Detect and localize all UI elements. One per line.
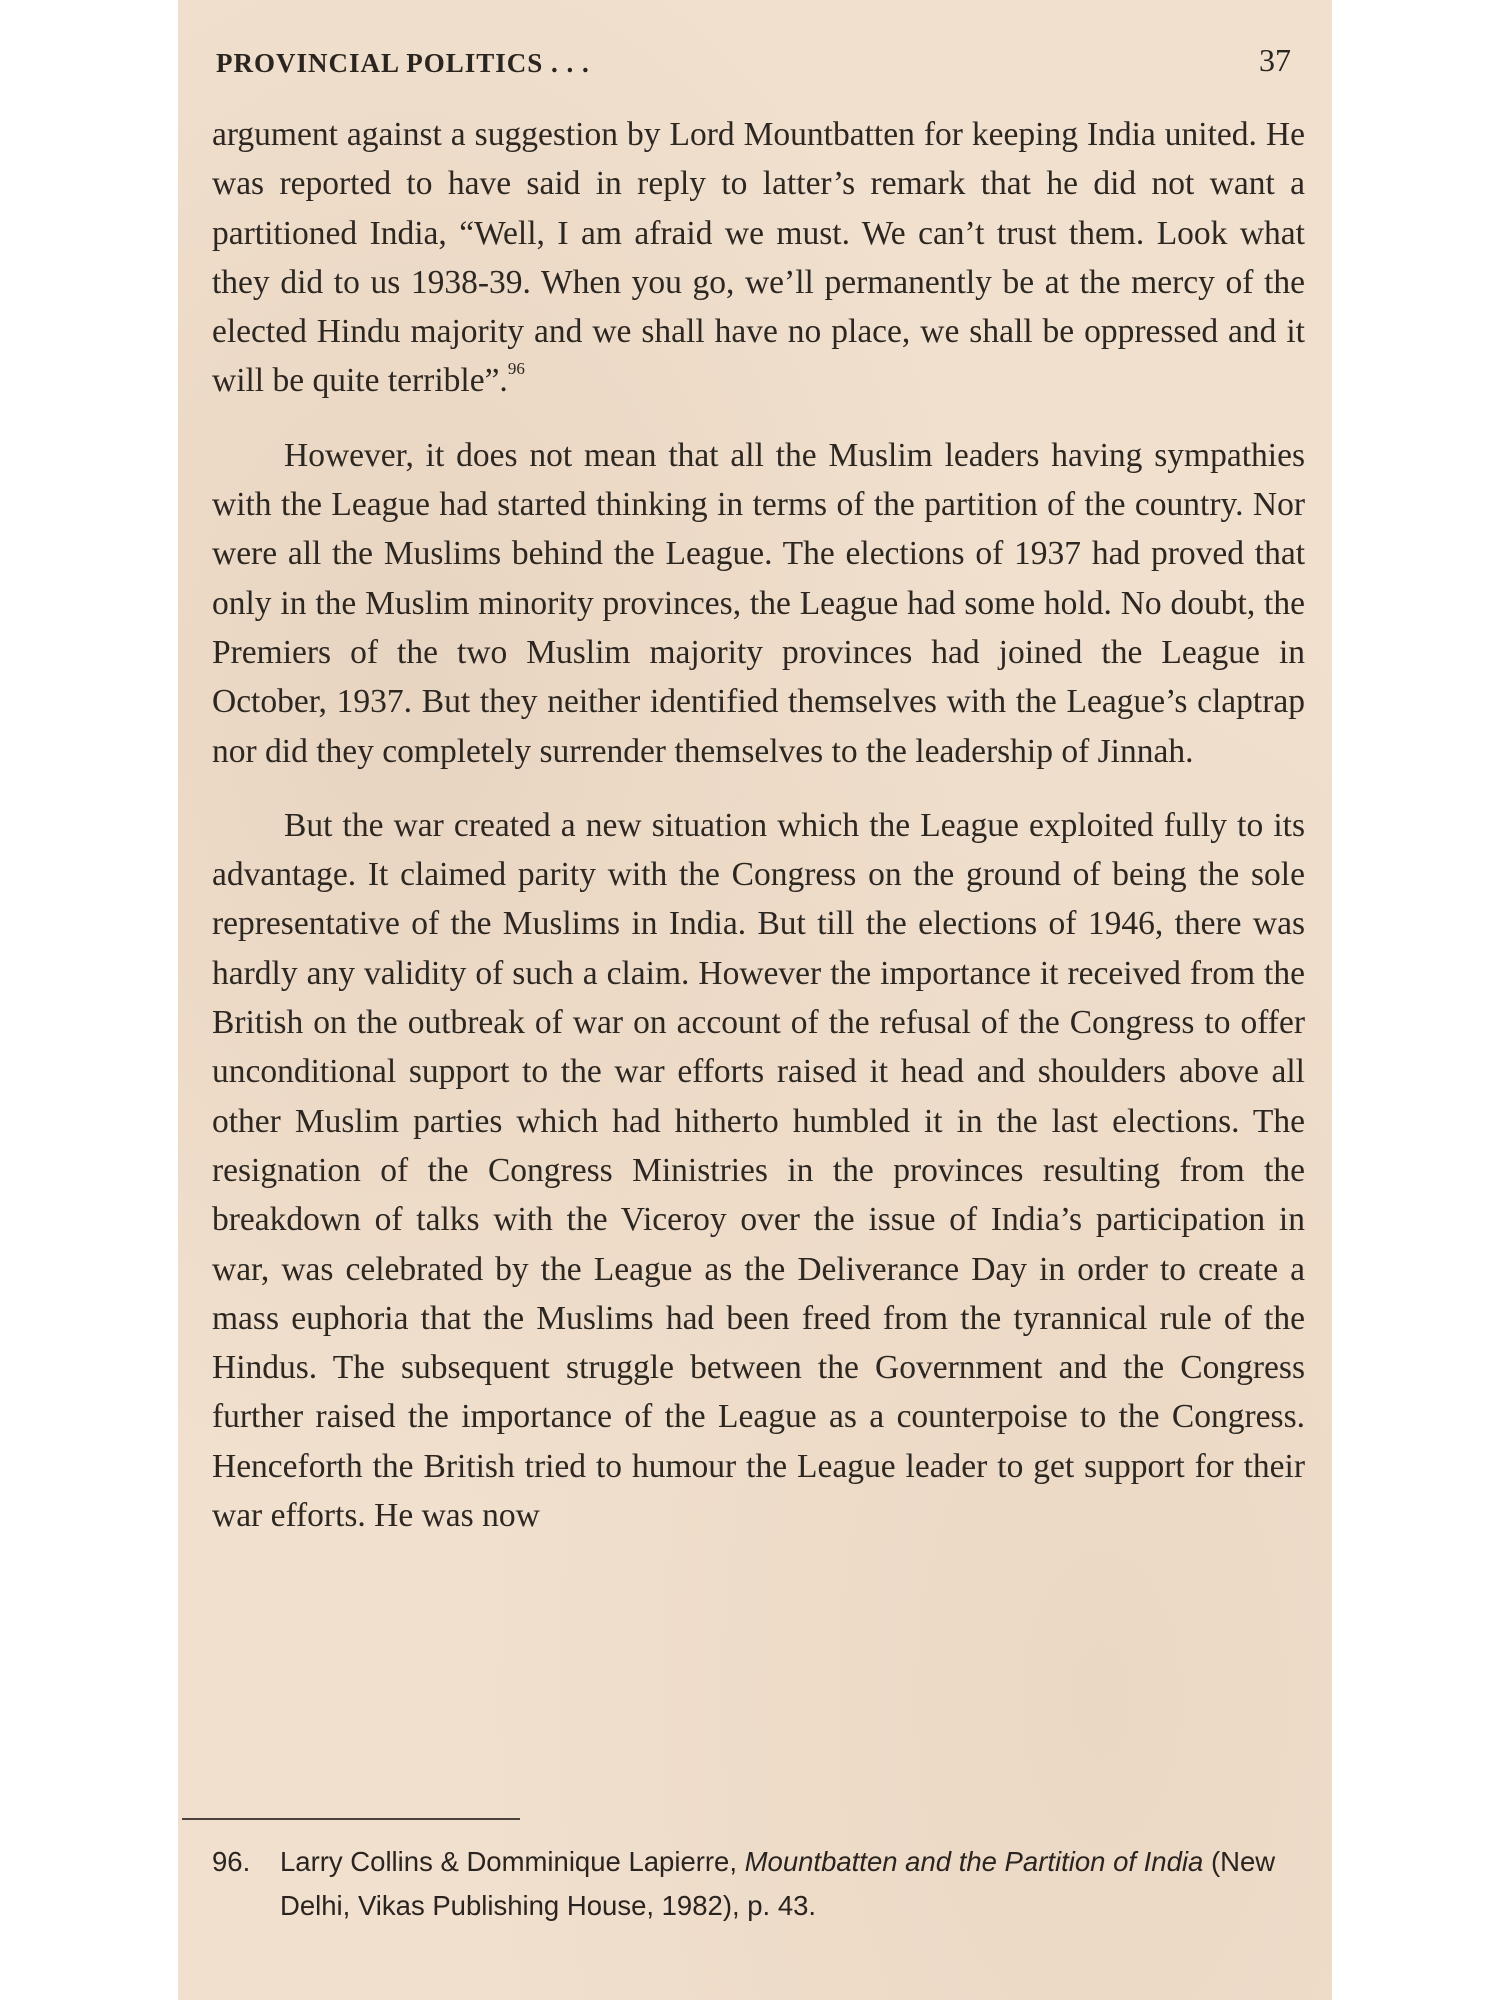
- footnote-publication: (New Delhi, Vikas Publishing House, 1982), p. 43.: [280, 1846, 1276, 1921]
- footnote-reference: 96: [507, 359, 525, 379]
- body-text: [212, 110, 1305, 1565]
- page-header: [216, 42, 1291, 82]
- paragraph-2: However, it does not mean that all the Muslim leaders having sympathies with the League had started thinking in terms of the partition of the country. Nor were all the Muslims behind the League. The elections of 1937 had proved that only in the Muslim minority provinces, the League had some hold. No doubt, the Premiers of the two Muslim majority provinces had joined the League in October, 1937. But they neither identified themselves with the League’s claptrap nor did they completely surrender themselves to the leadership of Jinnah.: [212, 436, 1305, 770]
- running-head: PROVINCIAL POLITICS . . .: [216, 48, 590, 78]
- footnote-authors: Larry Collins & Domminique Lapierre,: [280, 1846, 737, 1877]
- footnote-number: 96.: [212, 1846, 251, 1877]
- paragraph-1: [212, 110, 1305, 406]
- footnote-title: Mountbatten and the Partition of India: [744, 1846, 1204, 1877]
- book-page: [178, 0, 1332, 2000]
- footnote-divider: [182, 1818, 520, 1820]
- paragraph-3: But the war created a new situation which the League exploited fully to its advantage. It claimed parity with the Congress on the ground of being the sole representative of the Muslims in India. But till the elections of 1946, there was hardly any validity of such a claim. However the importance it received from the British on the outbreak of war on account of the refusal of the Congress to offer unconditional support to the war efforts raised it head and shoulders above all other Muslim parties which had hitherto humbled it in the last elections. The resignation of the Congress Ministries in the provinces resulting from the breakdown of talks with the Viceroy over the issue of India’s participation in war, was celebrated by the League as the Deliverance Day in order to create a mass euphoria that the Muslims had been freed from the tyrannical rule of the Hindus. The subsequent struggle between the Government and the Congress further raised the importance of the League as a counterpoise to the Congress. Henceforth the British tried to humour the League leader to get support for their war efforts. He was now: [212, 806, 1305, 1535]
- footnote: [212, 1840, 1312, 1928]
- page-number: 37: [1259, 42, 1291, 78]
- paragraph-1-text: argument against a suggestion by Lord Mountbatten for keeping India united. He was reported to have said in reply to latter’s remark that he did not want a partitioned India, “Well, I am afraid we must. We can’t trust them. Look what they did to us 1938-39. When you go, we’ll permanently be at the mercy of the elected Hindu majority and we shall have no place, we shall be oppressed and it will be quite terrible”.: [212, 116, 1305, 400]
